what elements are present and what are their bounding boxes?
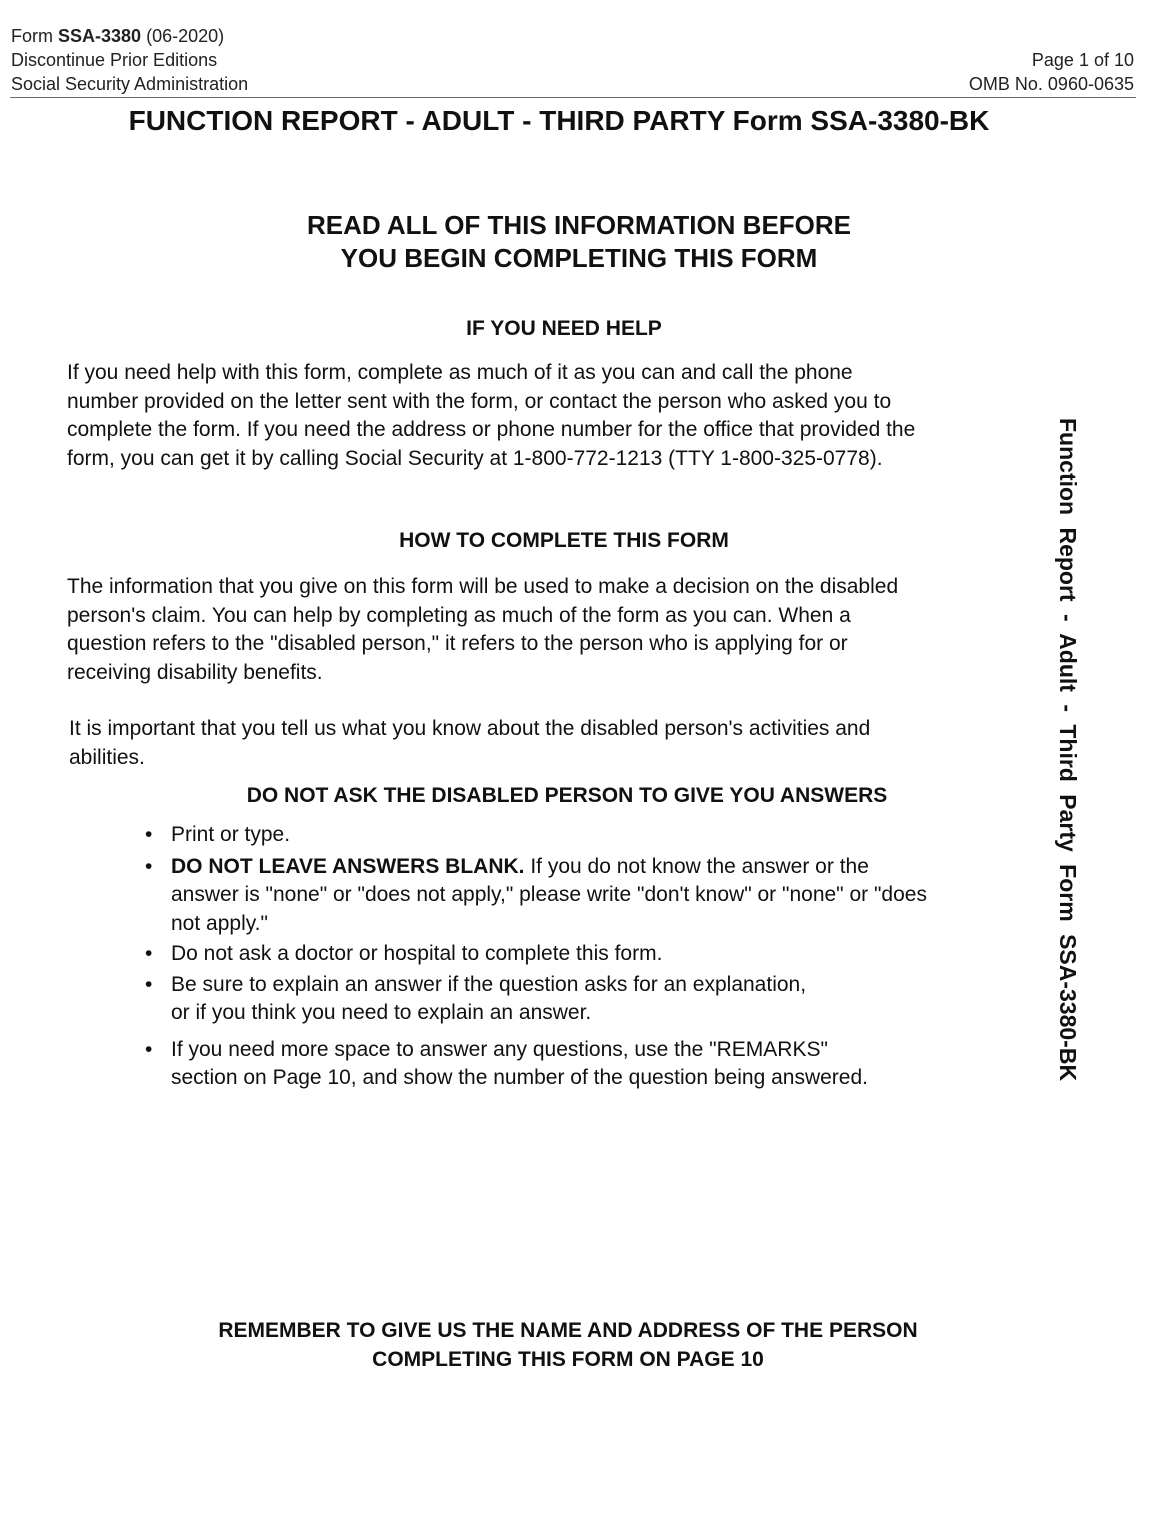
- bullet-mark: •: [145, 1037, 153, 1061]
- how-line: question refers to the "disabled person," it refers to the person who is applying for or: [67, 632, 848, 655]
- help-heading: IF YOU NEED HELP: [466, 317, 662, 340]
- bullet-text-line: [171, 853, 1045, 882]
- header-divider: [10, 97, 1136, 98]
- read-all-line-1: READ ALL OF THIS INFORMATION BEFORE: [306, 210, 852, 240]
- discontinue-notice: Discontinue Prior Editions: [11, 50, 218, 70]
- omb-number: OMB No. 0960-0635: [968, 74, 1134, 94]
- form-title: FUNCTION REPORT - ADULT - THIRD PARTY Form SSA-3380-BK: [128, 105, 990, 136]
- how-line: person's claim. You can help by completing as much of the form as you can. When a: [67, 603, 851, 627]
- do-not-ask-heading: DO NOT ASK THE DISABLED PERSON TO GIVE YOU ANSWERS: [246, 784, 888, 807]
- remember-line-2: COMPLETING THIS FORM ON PAGE 10: [372, 1347, 764, 1371]
- help-line: complete the form. If you need the address or phone number for the office that provided the: [67, 418, 916, 441]
- help-paragraph: [67, 359, 1032, 473]
- bullet-mark: •: [145, 854, 153, 878]
- bullet-mark: •: [145, 823, 153, 846]
- form-prefix: Form: [11, 26, 53, 46]
- how-paragraph-2: [69, 715, 1034, 772]
- bullet-text: answer is "none" or "does not apply," please write "don't know" or "none" or "does: [171, 883, 927, 906]
- how-line: It is important that you tell us what you know about the disabled person's activities and: [69, 717, 871, 740]
- how-line: receiving disability benefits.: [67, 660, 323, 684]
- bullet-mark: •: [145, 972, 153, 996]
- list-item: [145, 971, 1045, 1028]
- how-paragraph-1: [67, 573, 1032, 687]
- vertical-form-label: Function Report - Adult - Third Party Form SSA-3380-BK: [1055, 418, 1081, 1082]
- list-item: [145, 940, 1045, 969]
- bullet-mark: •: [145, 942, 153, 965]
- form-number: SSA-3380: [58, 26, 142, 46]
- help-line: form, you can get it by calling Social Security at 1-800-772-1213 (TTY 1-800-325-0778).: [67, 446, 883, 470]
- list-item: [145, 821, 1045, 850]
- bullet-text: Do not ask a doctor or hospital to complete this form.: [171, 942, 663, 965]
- form-header-right: [969, 48, 1134, 96]
- how-line: abilities.: [69, 745, 145, 769]
- form-header-left: [11, 24, 248, 96]
- bullet-text: Be sure to explain an answer if the question asks for an explanation,: [171, 972, 807, 996]
- bullet-text: section on Page 10, and show the number of the question being answered.: [171, 1066, 868, 1089]
- instruction-list: [145, 821, 1045, 1093]
- bullet-text: If you do not know the answer or the: [524, 854, 869, 878]
- list-item: [145, 853, 1045, 939]
- bullet-text: not apply.": [171, 911, 268, 935]
- how-to-complete-heading: HOW TO COMPLETE THIS FORM: [399, 529, 729, 552]
- form-edition: (06-2020): [146, 26, 225, 46]
- page-indicator: Page 1 of 10: [1031, 50, 1134, 70]
- agency-name: Social Security Administration: [11, 74, 249, 94]
- help-line: If you need help with this form, complete as much of it as you can and call the phone: [67, 361, 853, 384]
- list-item: [145, 1036, 1045, 1093]
- bullet-text: If you need more space to answer any questions, use the "REMARKS": [171, 1037, 828, 1061]
- form-id-line: [11, 24, 248, 48]
- how-line: The information that you give on this form will be used to make a decision on the disabled: [67, 575, 899, 598]
- help-line: number provided on the letter sent with the form, or contact the person who asked you to: [67, 389, 892, 413]
- read-all-notice: [0, 209, 1158, 275]
- remember-notice: [0, 1317, 1136, 1374]
- remember-line-1: REMEMBER TO GIVE US THE NAME AND ADDRESS OF THE PERSON: [218, 1319, 918, 1342]
- bullet-text: or if you think you need to explain an answer.: [171, 1001, 592, 1024]
- read-all-line-2: YOU BEGIN COMPLETING THIS FORM: [340, 243, 818, 273]
- bullet-text: Print or type.: [171, 823, 291, 846]
- bullet-emphasis: DO NOT LEAVE ANSWERS BLANK.: [171, 854, 525, 878]
